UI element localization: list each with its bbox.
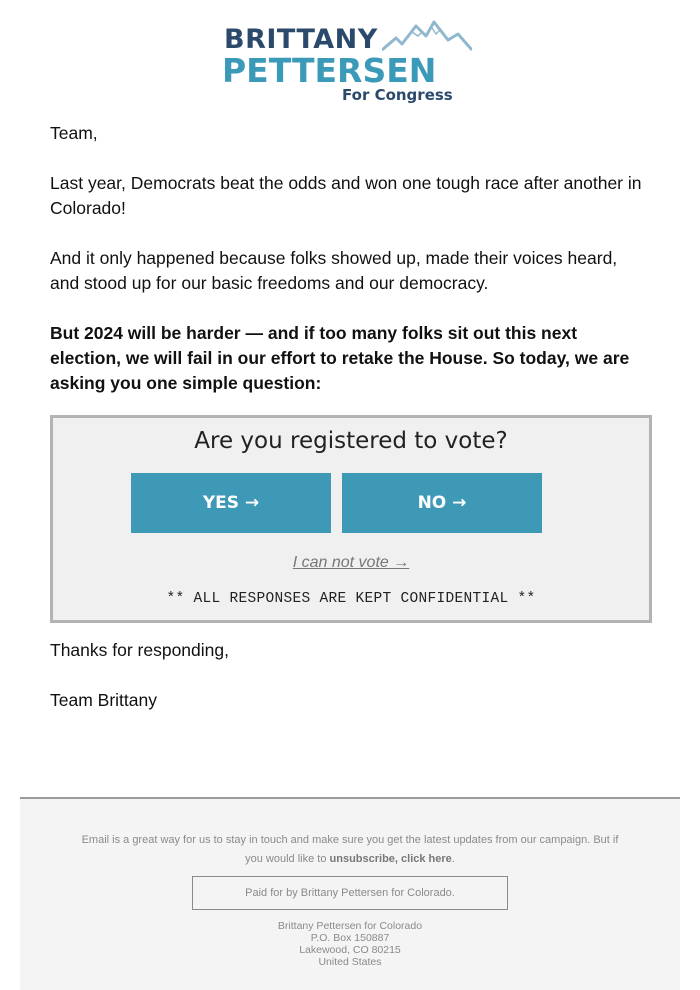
- question-heading: Are you registered to vote?: [194, 428, 508, 454]
- cannot-vote-link[interactable]: I can not vote →: [292, 554, 410, 571]
- address-line-1: Brittany Pettersen for Colorado: [277, 920, 423, 932]
- no-button[interactable]: NO →: [342, 473, 542, 533]
- address-line-2: P.O. Box 150887: [310, 932, 390, 944]
- footer: [20, 797, 680, 990]
- campaign-logo: [222, 18, 482, 106]
- registration-question-box: [50, 415, 652, 623]
- footer-message: [75, 831, 625, 869]
- footer-period: .: [451, 853, 455, 865]
- logo-last-name: PETTERSEN: [222, 51, 437, 90]
- paragraph-2: And it only happened because folks showed up, made their voices heard, and stood up for our basic freedoms and our democracy.: [50, 248, 618, 293]
- thanks-text: Thanks for responding,: [50, 640, 229, 660]
- footer-message-text: Email is a great way for us to stay in touch and make sure you get the latest updates from our campaign. But if you would like to: [81, 834, 619, 865]
- unsubscribe-link[interactable]: unsubscribe, click here: [329, 853, 452, 865]
- logo-first-name: BRITTANY: [224, 24, 378, 55]
- paragraph-1: Last year, Democrats beat the odds and won one tough race after another in Colorado!: [50, 173, 642, 218]
- mailing-address: [20, 920, 680, 968]
- address-line-4: United States: [318, 956, 382, 968]
- mountain-icon: [382, 18, 472, 54]
- greeting: Team,: [50, 123, 98, 143]
- signature: Team Brittany: [50, 690, 157, 710]
- address-line-3: Lakewood, CO 80215: [299, 944, 401, 956]
- yes-button[interactable]: YES →: [131, 473, 331, 533]
- logo-subtitle: For Congress: [342, 86, 453, 104]
- paid-for-disclaimer: Paid for by Brittany Pettersen for Colorado.: [192, 876, 508, 910]
- paragraph-3: But 2024 will be harder — and if too many folks sit out this next election, we will fail in our effort to retake the House. So today, we are asking you one simple question:: [50, 323, 630, 393]
- confidential-notice: ** ALL RESPONSES ARE KEPT CONFIDENTIAL **: [166, 591, 536, 607]
